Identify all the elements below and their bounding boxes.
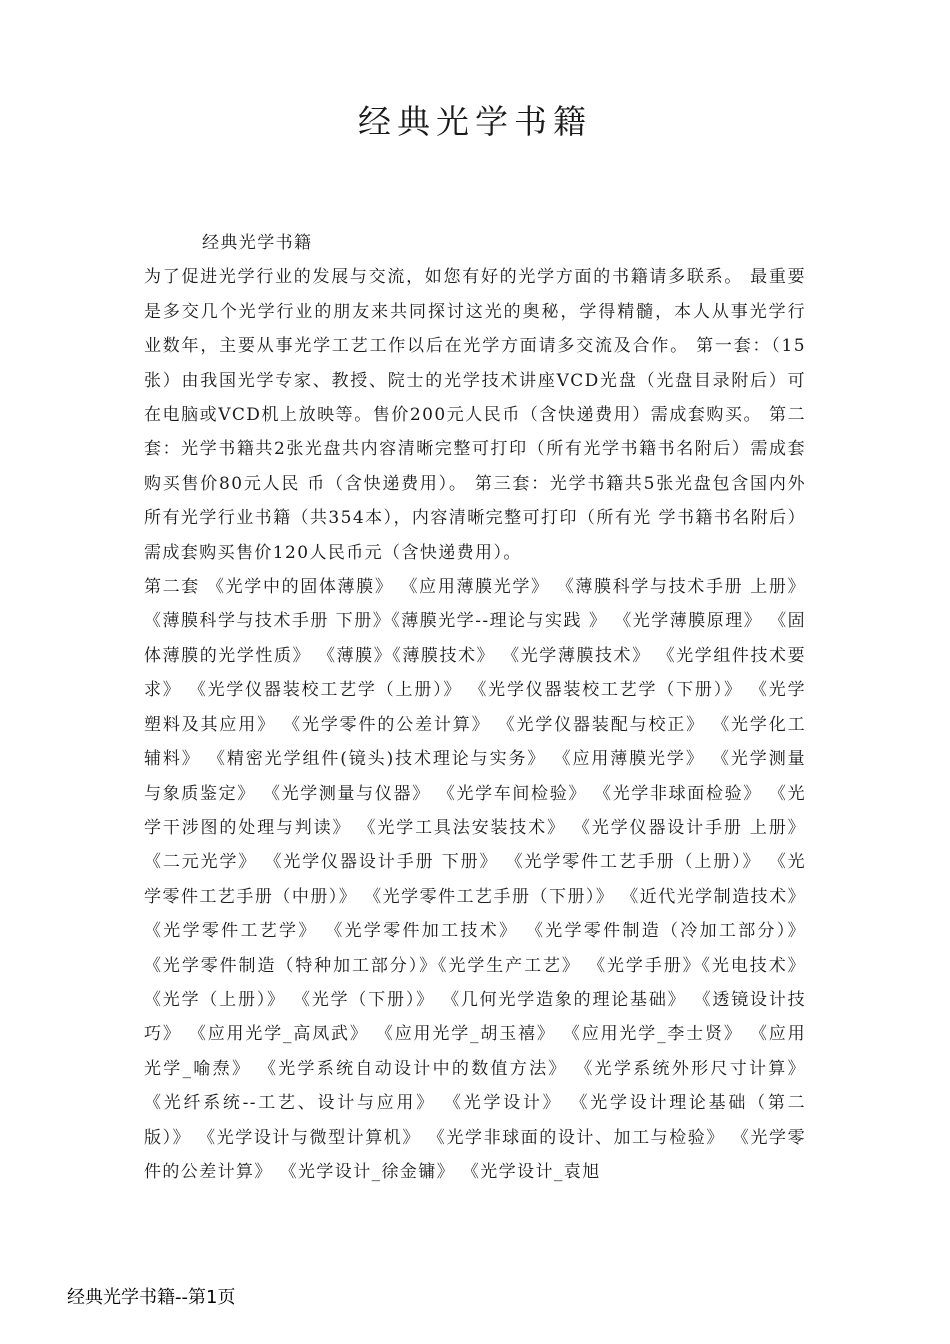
document-subheading: 经典光学书籍 [202, 233, 313, 253]
paragraph-book-list: 第二套 《光学中的固体薄膜》 《应用薄膜光学》 《薄膜科学与技术手册 上册》 《薄膜科学与技术手册 下册》《薄膜光学--理论与实践 》 《光学薄膜原理》 《固体薄膜的光学性质》 《薄膜》《薄膜技术》 《光学薄膜技术》 《光学组件技术要求》 《光学仪器装校工艺学（上册）》 《光学仪器装校工艺学（下册）》 《光学塑料及其应用》 《光学零件的公差计算》 《光学仪器装配与校正》 《光学化工辅料》 《精密光学组件(镜头)技术理论与实务》 《应用薄膜光学》 《光学测量与象质鉴定》 《光学测量与仪器》 《光学车间检验》 《光学非球面检验》 《光学干涉图的处理与判读》 《光学工具法安装技术》 《光学仪器设计手册 上册》《二元光学》 《光学仪器设计手册 下册》 《光学零件工艺手册（上册）》 《光学零件工艺手册（中册）》 《光学零件工艺手册（下册）》 《近代光学制造技术》 《光学零件工艺学》 《光学零件加工技术》 《光学零件制造（冷加工部分）》 《光学零件制造（特种加工部分）》《光学生产工艺》 《光学手册》《光电技术》 《光学（上册）》 《光学（下册）》 《几何光学造象的理论基础》 《透镜设计技巧》 《应用光学_高凤武》 《应用光学_胡玉禧》 《应用光学_李士贤》 《应用光学_喻焘》 《光学系统自动设计中的数值方法》 《光学系统外形尺寸计算》 《光纤系统--工艺、设计与应用》 《光学设计》 《光学设计理论基础（第二版）》 《光学设计与微型计算机》 《光学非球面的设计、加工与检验》 《光学零件的公差计算》 《光学设计_徐金镛》 《光学设计_袁旭 [144, 577, 806, 1182]
document-title: 经典光学书籍 [358, 102, 592, 141]
document-body [144, 226, 806, 1189]
paragraph-intro: 为了促进光学行业的发展与交流，如您有好的光学方面的书籍请多联系。 最重要是多交几个光学行业的朋友来共同探讨这光的奥秘，学得精髓，本人从事光学行业数年，主要从事光学工艺工作以后在光学方面请多交流及合作。 第一套：（15张）由我国光学专家、教授、院士的光学技术讲座VCD光盘（光盘目录附后）可在电脑或VCD机上放映等。售价200元人民币（含快递费用）需成套购买。 第二套：光学书籍共2张光盘共内容清晰完整可打印（所有光学书籍书名附后）需成套购买售价80元人民 币（含快递费用）。 第三套：光学书籍共5张光盘包含国内外所有光学行业书籍（共354本），内容清晰完整可打印（所有光 学书籍书名附后）需成套购买售价120人民币元（含快递费用）。 [144, 267, 806, 563]
page-footer: 经典光学书籍--第1页 [67, 1287, 236, 1308]
